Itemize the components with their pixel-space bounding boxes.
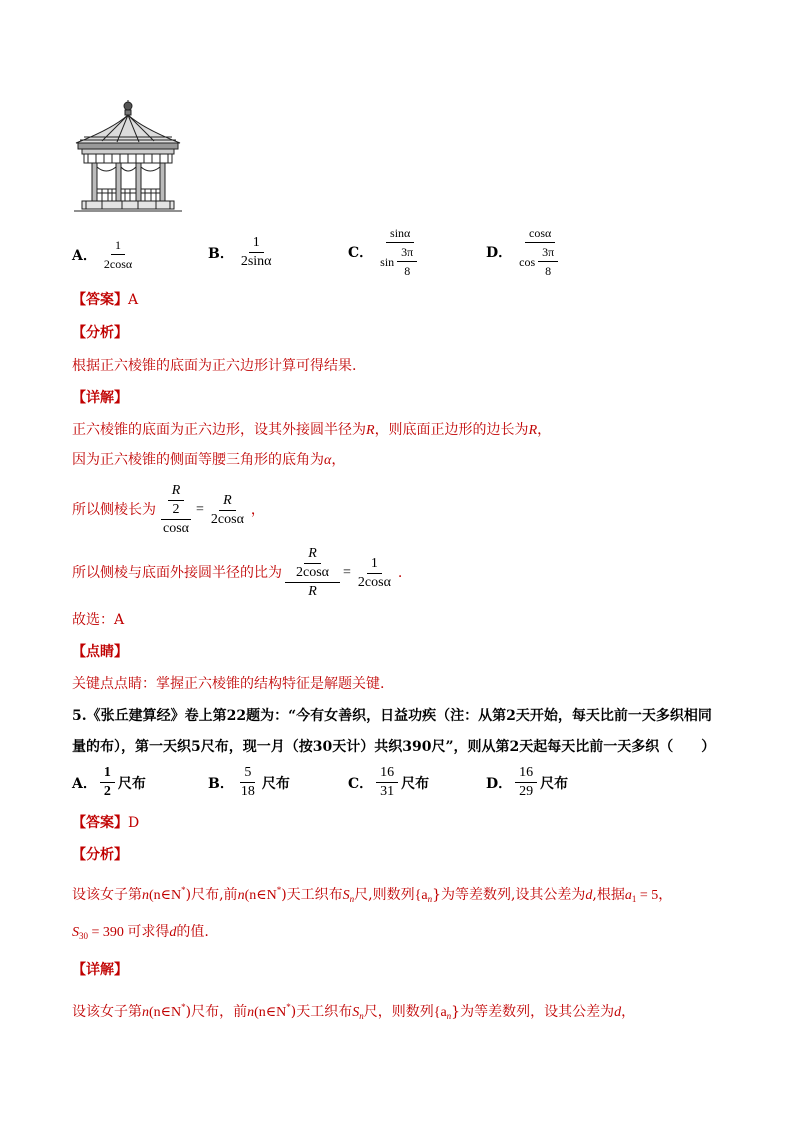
denominator: 2sinα [240,254,272,269]
q4-detail-line1 [72,420,551,441]
option-label: B． [208,245,234,262]
text: 设该女子第 [72,887,142,903]
denominator: R [308,584,317,599]
denominator: 2cosα [103,257,133,271]
text: )天工织布 [281,887,343,903]
fraction [100,236,136,273]
option-label: D． [486,245,513,261]
math-var: d [585,888,593,903]
text: 所以侧棱与底面外接圆半径的比为 [72,565,282,581]
unit: 尺布 [540,775,569,792]
text: ， [537,422,552,438]
option-d-q4 [486,224,568,280]
numerator: 3π [397,243,417,262]
answer-tag: 【答案】 [72,815,128,831]
q4-comment: 关键点点睛：掌握正六棱锥的结构特征是解题关键. [72,676,385,692]
text: 因为正六棱锥的侧面等腰三角形的底角为 [72,452,324,468]
math: (n∈N [254,1005,287,1020]
math-sup: * [276,885,282,895]
unit: 尺布 [401,775,430,792]
numerator: 1 [111,236,125,255]
numerator [161,482,192,520]
denominator: 18 [240,784,255,799]
inner-fraction [168,482,185,519]
option-b-q4 [208,234,279,271]
math: (n∈N [149,888,182,903]
option-label: C． [348,775,374,792]
math-var: α [324,453,332,468]
math-sup: * [286,1002,291,1012]
text: }为等差数列，设其公差为 [451,1004,615,1020]
text: ， [250,502,265,518]
text: 尺，则数列 [363,1004,434,1020]
denominator: 2 [172,502,180,517]
numerator: R [168,482,185,501]
numerator: 16 [376,764,398,783]
option-label: C． [348,245,374,261]
equals-sign: = [196,502,204,517]
math-var: a [624,888,632,903]
math: = 5， [636,888,673,903]
math-sub: 1 [631,894,637,904]
math-var: n [247,1005,255,1020]
unit: 尺布 [261,775,290,792]
math-sub: n [349,894,355,904]
q4-detail-line2 [72,450,345,471]
text: 尺,则数列 [354,887,415,903]
math-sub: n [359,1011,364,1021]
fraction [207,492,248,529]
math-sup: * [181,885,186,895]
numerator: 16 [515,764,537,783]
answer-value: D [128,815,140,831]
fraction [354,555,395,592]
math-var: n [142,888,149,903]
option-b-q5 [208,764,290,801]
numerator [285,545,340,583]
fraction [376,764,398,801]
fraction [237,234,276,271]
unit: 尺布 [117,775,146,792]
q5-answer [72,813,139,833]
text: . [397,565,403,581]
math-var: S [342,888,350,903]
denominator: 8 [545,264,552,278]
option-label: B． [208,775,234,792]
math-var: R [366,423,375,438]
inner-fraction [292,545,333,582]
option-label: A． [72,775,97,792]
inner-fraction [397,243,417,280]
numerator: 5 [240,764,255,783]
pavilion-illustration [72,97,182,215]
fraction [376,224,424,280]
math-var: S [352,1005,360,1020]
q4-analysis: 根据正六棱锥的底面为正六边形计算可得结果. [72,358,357,374]
math: (n∈N [244,888,277,903]
denominator: 2cosα [210,511,244,527]
text: )尺布，前 [185,1004,248,1020]
option-a-q5 [72,764,146,801]
text: 正六棱锥的底面为正六边形，设其外接圆半径为 [72,422,366,438]
q4-comment-tag: 【点睛】 [72,644,128,660]
math-sub: n [427,894,433,904]
text: ， [331,452,346,468]
fraction [285,545,340,601]
denominator: 31 [380,784,395,799]
denominator [376,243,424,280]
fraction [515,224,565,280]
math: = 390 可求得 [88,925,170,940]
option-label: D． [486,775,513,792]
inner-fraction [538,243,558,280]
answer-tag: 【答案】 [72,292,128,308]
q4-analysis-tag: 【分析】 [72,325,128,341]
q5-detail-line1 [72,997,635,1026]
denominator: 2cosα [296,565,329,580]
text: 的值. [176,924,209,940]
numerator: 3π [538,243,558,262]
text: )尺布,前 [185,887,238,903]
q5-detail-tag: 【详解】 [72,962,128,978]
math-var: d [169,925,177,940]
option-label: A． [72,247,97,264]
q4-detail-line3 [72,480,265,540]
q5-analysis-line2 [72,922,209,946]
denominator [515,243,565,280]
equals-sign: = [343,565,351,580]
q5-stem-line1: 5.《张丘建算经》卷上第22题为：“今有女善织，日益功疾（注：从第2天开始，每天比前一天多织相同 [72,708,712,724]
numerator: cosα [525,224,555,243]
math: {a [414,888,428,903]
q5-analysis-tag: 【分析】 [72,847,128,863]
text: )天工织布 [290,1004,353,1020]
math-var: S [72,925,79,940]
pavilion-icon [72,97,182,215]
denominator: 8 [404,264,411,278]
math-sub: n [446,1011,452,1021]
math-sub: 30 [79,931,88,941]
text: ， [621,1004,636,1020]
numerator: 1 [100,764,115,783]
denominator: cosα [163,521,189,536]
fraction [515,764,537,801]
denominator: 2cosα [357,574,391,590]
numerator: 1 [249,234,264,253]
denominator-prefix: cos [519,254,536,269]
fraction [237,764,259,801]
q4-choose: 故选：A [72,612,125,628]
math-sup: * [181,1002,186,1012]
math-var: n [237,888,245,903]
numerator: R [304,545,321,564]
text: 所以侧棱长为 [72,502,156,518]
math: {a [433,1005,447,1020]
option-d-q5 [486,764,568,801]
denominator: 29 [519,784,534,799]
fraction [100,764,115,801]
q5-analysis-line1 [72,880,672,909]
q4-detail-line4 [72,543,402,603]
denominator-prefix: sin [380,254,395,269]
q4-detail-tag: 【详解】 [72,390,128,406]
option-c-q4 [348,224,427,280]
answer-value: A [128,292,139,308]
text: ,根据 [592,887,625,903]
math: (n∈N [149,1005,182,1020]
option-c-q5 [348,764,429,801]
q5-stem-line2: 量的布），第一天织5尺布，现一月（按30天计）共织390尺”，则从第2天起每天比前一天多织（ ） [72,739,716,755]
math-var: n [142,1005,149,1020]
text: ，则底面正边形的边长为 [374,422,529,438]
text: 设该女子第 [72,1004,142,1020]
q4-answer [72,290,138,310]
numerator: 1 [367,555,382,574]
numerator: R [219,492,236,511]
math-var: R [528,423,538,438]
option-a-q4 [72,236,139,273]
fraction [159,482,193,538]
math-var: d [614,1005,622,1020]
numerator: sinα [386,224,414,243]
denominator: 2 [103,784,111,799]
text: }为等差数列,设其公差为 [432,887,586,903]
